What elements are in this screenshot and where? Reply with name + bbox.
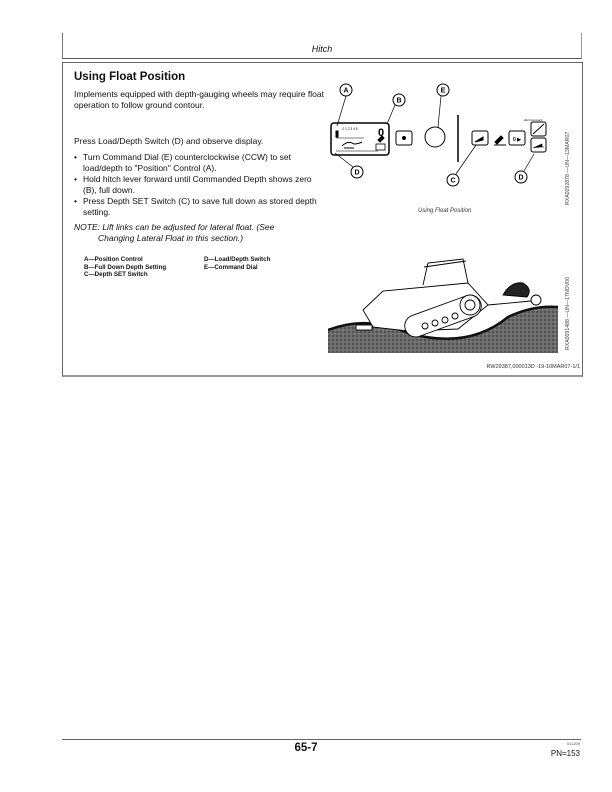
legend-item: D—Load/Depth Switch <box>204 256 271 263</box>
callout-a: A <box>343 87 349 95</box>
callout-b: B <box>396 97 402 105</box>
controls-figure <box>328 80 558 210</box>
legend-item: A—Position Control <box>84 256 143 263</box>
note <box>74 222 334 244</box>
page-number: 65-7 <box>294 742 318 754</box>
instruction-list <box>74 152 324 218</box>
figure-caption: Using Float Position <box>418 208 472 214</box>
tractor-figure <box>328 255 558 353</box>
depth-button-glyph: 0 ▶ <box>512 137 522 143</box>
callout-d: D <box>354 169 360 177</box>
display-scale: 0 1 2 3 4 5 <box>342 127 358 131</box>
document-reference: RW29387,000013D -19-10MAR07-1/1 <box>486 364 580 370</box>
page-header <box>62 33 582 59</box>
list-item: • Hold hitch lever forward until Commanded Depth shows zero (B), full down. <box>74 174 324 196</box>
section-title: Hitch <box>311 44 333 54</box>
display-value: 0 <box>377 127 385 139</box>
footer-divider <box>62 739 581 740</box>
list-item: • Turn Command Dial (E) counterclockwise (CCW) to set load/depth to "Position" Control (A). <box>74 152 324 174</box>
note-line: Changing Lateral Float in this section.) <box>98 233 244 243</box>
note-line: NOTE: Lift links can be adjusted for lateral float. (See <box>74 222 275 232</box>
hitch-command-label: Hitch Command <box>523 119 543 122</box>
callout-d: D <box>518 174 524 182</box>
list-item: • Press Depth SET Switch (C) to save full down as stored depth setting. <box>74 196 324 218</box>
figure-id: RXA0091488 —UN—17NOV06 <box>565 277 571 350</box>
footer-code: 011209 <box>566 741 580 746</box>
figure-id: RXA0092878 —UN—13MAR07 <box>565 131 571 205</box>
callout-e: E <box>440 87 446 95</box>
intro-paragraph: Implements equipped with depth-gauging wheels may require float operation to follow ground contour. <box>74 89 324 110</box>
callout-c: C <box>450 177 456 185</box>
pn-number: PN=153 <box>550 749 580 758</box>
section-heading: Using Float Position <box>74 71 186 83</box>
legend-item: B—Full Down Depth Setting <box>84 263 167 271</box>
instruction-paragraph: Press Load/Depth Switch (D) and observe display. <box>74 136 264 146</box>
legend-item: E—Command Dial <box>204 263 258 271</box>
legend-item: C—Depth SET Switch <box>84 271 148 278</box>
